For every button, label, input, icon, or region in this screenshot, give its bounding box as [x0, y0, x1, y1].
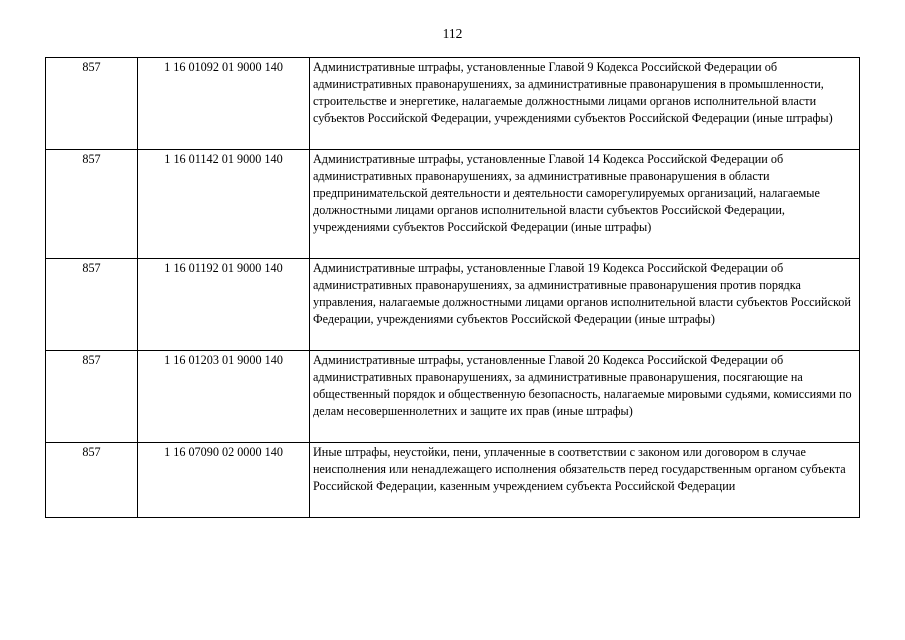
admin-code-cell: 857: [46, 259, 138, 351]
admin-code-cell: 857: [46, 443, 138, 518]
description-cell: Административные штрафы, установленные Главой 9 Кодекса Российской Федерации об административных правонарушениях, за административные правонарушения в промышленности, строительстве и энергетике, налагаемые должностными лицами органов исполнительной власти субъектов Российской Федерации, учреждениями субъектов Российской Федерации (иные штрафы): [310, 58, 860, 150]
revenue-code-cell: 1 16 07090 02 0000 140: [138, 443, 310, 518]
page-number: 112: [442, 26, 463, 41]
table-row: [46, 150, 860, 259]
table-row: [46, 58, 860, 150]
revenue-code-cell: 1 16 01203 01 9000 140: [138, 351, 310, 443]
table-row: [46, 259, 860, 351]
revenue-code-cell: 1 16 01092 01 9000 140: [138, 58, 310, 150]
budget-codes-table: [45, 57, 860, 518]
table-row: [46, 443, 860, 518]
revenue-code-cell: 1 16 01192 01 9000 140: [138, 259, 310, 351]
revenue-code-cell: 1 16 01142 01 9000 140: [138, 150, 310, 259]
description-cell: Административные штрафы, установленные Главой 20 Кодекса Российской Федерации об административных правонарушениях, за административные правонарушения, посягающие на общественный порядок и общественную безопасность, налагаемые мировыми судьями, комиссиями по делам несовершеннолетних и защите их прав (иные штрафы): [310, 351, 860, 443]
admin-code-cell: 857: [46, 351, 138, 443]
description-cell: Административные штрафы, установленные Главой 19 Кодекса Российской Федерации об административных правонарушениях, за административные правонарушения против порядка управления, налагаемые должностными лицами органов исполнительной власти субъектов Российской Федерации, учреждениями субъектов Российской Федерации (иные штрафы): [310, 259, 860, 351]
table-row: [46, 351, 860, 443]
admin-code-cell: 857: [46, 58, 138, 150]
admin-code-cell: 857: [46, 150, 138, 259]
description-cell: Иные штрафы, неустойки, пени, уплаченные в соответствии с законом или договором в случае неисполнения или ненадлежащего исполнения обязательств перед государственным органом субъекта Российской Федерации, казенным учреждением субъекта Российской Федерации: [310, 443, 860, 518]
description-cell: Административные штрафы, установленные Главой 14 Кодекса Российской Федерации об административных правонарушениях, за административные правонарушения в области предпринимательской деятельности и деятельности саморегулируемых организаций, налагаемые должностными лицами органов исполнительной власти субъектов Российской Федерации, учреждениями субъектов Российской Федерации (иные штрафы): [310, 150, 860, 259]
